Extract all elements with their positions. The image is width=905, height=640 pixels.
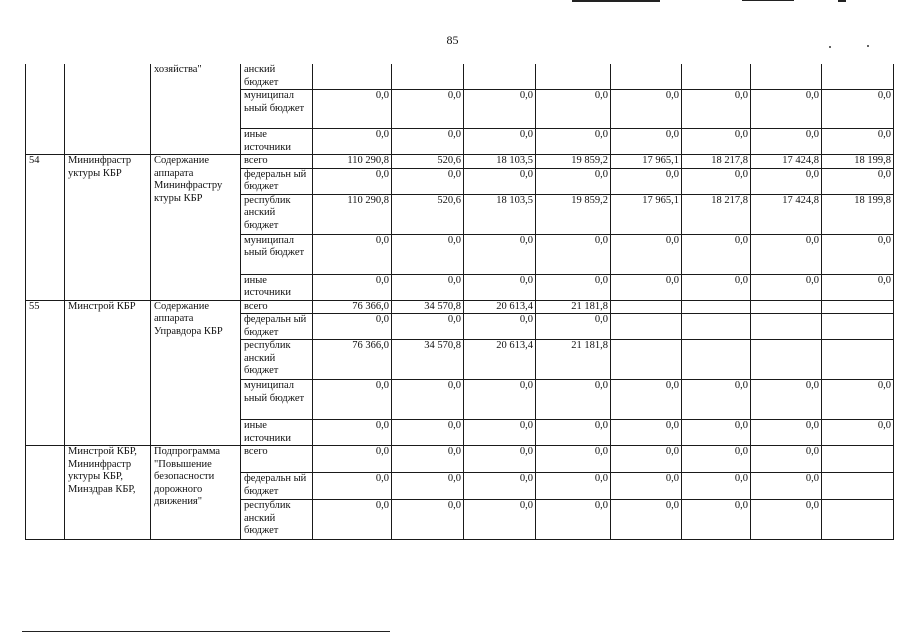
value-cell: 0,0 <box>392 314 464 340</box>
value-cell: 0,0 <box>536 446 611 473</box>
funding-source-cell: федеральн ый бюджет <box>241 473 313 500</box>
value-cell: 0,0 <box>611 473 682 500</box>
value-cell: 21 181,8 <box>536 340 611 380</box>
value-cell: 0,0 <box>822 129 894 155</box>
value-cell: 18 103,5 <box>464 194 536 234</box>
value-cell <box>464 64 536 90</box>
value-cell: 20 613,4 <box>464 300 536 314</box>
value-cell <box>822 446 894 473</box>
value-cell: 0,0 <box>822 274 894 300</box>
value-cell: 0,0 <box>682 420 751 446</box>
value-cell: 0,0 <box>611 168 682 194</box>
value-cell: 0,0 <box>682 473 751 500</box>
value-cell: 0,0 <box>392 446 464 473</box>
scan-dot <box>867 45 869 47</box>
value-cell: 0,0 <box>392 90 464 129</box>
value-cell: 0,0 <box>536 129 611 155</box>
value-cell: 0,0 <box>392 274 464 300</box>
value-cell: 0,0 <box>536 473 611 500</box>
value-cell <box>751 340 822 380</box>
funding-source-cell: федеральн ый бюджет <box>241 168 313 194</box>
value-cell: 0,0 <box>392 168 464 194</box>
value-cell: 0,0 <box>682 234 751 274</box>
value-cell <box>822 64 894 90</box>
value-cell: 110 290,8 <box>313 194 392 234</box>
scan-mark <box>572 0 660 2</box>
funding-source-cell: всего <box>241 300 313 314</box>
funding-source-cell: республик анский бюджет <box>241 340 313 380</box>
table-row <box>26 446 894 473</box>
table-row <box>26 300 894 314</box>
value-cell: 0,0 <box>682 168 751 194</box>
value-cell: 17 965,1 <box>611 194 682 234</box>
value-cell: 0,0 <box>611 420 682 446</box>
value-cell: 0,0 <box>392 420 464 446</box>
value-cell <box>822 300 894 314</box>
value-cell: 520,6 <box>392 194 464 234</box>
program-cell: Содержание аппарата Мининфрастру ктуры КБР <box>151 155 241 301</box>
value-cell: 0,0 <box>313 420 392 446</box>
value-cell: 0,0 <box>464 90 536 129</box>
value-cell: 0,0 <box>464 380 536 420</box>
value-cell: 0,0 <box>536 420 611 446</box>
value-cell: 21 181,8 <box>536 300 611 314</box>
value-cell <box>822 500 894 540</box>
value-cell: 0,0 <box>464 446 536 473</box>
budget-table <box>25 64 894 540</box>
value-cell: 0,0 <box>751 90 822 129</box>
funding-source-cell: иные источники <box>241 420 313 446</box>
funding-source-cell: муниципал ьный бюджет <box>241 380 313 420</box>
value-cell: 0,0 <box>392 129 464 155</box>
scan-dot <box>829 46 831 48</box>
value-cell: 0,0 <box>682 500 751 540</box>
executor-cell: Мининфрастр уктуры КБР <box>65 155 151 301</box>
value-cell: 0,0 <box>822 168 894 194</box>
value-cell: 0,0 <box>751 420 822 446</box>
value-cell: 0,0 <box>313 380 392 420</box>
executor-cell: Минстрой КБР <box>65 300 151 446</box>
value-cell: 0,0 <box>751 473 822 500</box>
scan-mark <box>742 0 794 1</box>
value-cell: 19 859,2 <box>536 194 611 234</box>
value-cell: 0,0 <box>536 380 611 420</box>
value-cell: 20 613,4 <box>464 340 536 380</box>
value-cell: 18 217,8 <box>682 155 751 169</box>
value-cell: 0,0 <box>392 473 464 500</box>
funding-source-cell: республик анский бюджет <box>241 194 313 234</box>
funding-source-cell: всего <box>241 446 313 473</box>
value-cell: 0,0 <box>464 500 536 540</box>
value-cell: 0,0 <box>751 274 822 300</box>
value-cell: 0,0 <box>464 473 536 500</box>
funding-source-cell: анский бюджет <box>241 64 313 90</box>
value-cell <box>392 64 464 90</box>
funding-source-cell: иные источники <box>241 129 313 155</box>
value-cell: 76 366,0 <box>313 340 392 380</box>
value-cell: 0,0 <box>611 446 682 473</box>
value-cell: 0,0 <box>611 234 682 274</box>
value-cell: 0,0 <box>536 234 611 274</box>
value-cell: 0,0 <box>751 446 822 473</box>
program-cell: хозяйства" <box>151 64 241 155</box>
value-cell: 0,0 <box>682 380 751 420</box>
value-cell: 0,0 <box>313 234 392 274</box>
value-cell <box>751 314 822 340</box>
value-cell: 0,0 <box>751 129 822 155</box>
value-cell: 0,0 <box>464 274 536 300</box>
footnote-separator <box>22 631 390 632</box>
value-cell: 0,0 <box>611 90 682 129</box>
value-cell <box>682 300 751 314</box>
value-cell: 0,0 <box>536 314 611 340</box>
value-cell: 0,0 <box>313 473 392 500</box>
value-cell: 0,0 <box>464 314 536 340</box>
executor-cell: Минстрой КБР, Мининфрастр уктуры КБР, Минздрав КБР, <box>65 446 151 540</box>
value-cell: 17 965,1 <box>611 155 682 169</box>
value-cell: 0,0 <box>822 380 894 420</box>
value-cell: 0,0 <box>464 129 536 155</box>
row-number-cell <box>26 446 65 540</box>
value-cell <box>313 64 392 90</box>
value-cell: 0,0 <box>392 380 464 420</box>
program-cell: Подпрограмма "Повышение безопасности дорожного движения" <box>151 446 241 540</box>
value-cell: 17 424,8 <box>751 194 822 234</box>
value-cell <box>611 314 682 340</box>
value-cell: 18 199,8 <box>822 194 894 234</box>
value-cell: 520,6 <box>392 155 464 169</box>
value-cell: 0,0 <box>751 380 822 420</box>
funding-source-cell: иные источники <box>241 274 313 300</box>
value-cell <box>611 340 682 380</box>
value-cell: 0,0 <box>392 234 464 274</box>
value-cell: 0,0 <box>611 274 682 300</box>
value-cell <box>682 340 751 380</box>
value-cell <box>822 340 894 380</box>
value-cell: 0,0 <box>751 500 822 540</box>
value-cell: 0,0 <box>313 314 392 340</box>
value-cell: 18 103,5 <box>464 155 536 169</box>
funding-source-cell: всего <box>241 155 313 169</box>
value-cell <box>751 64 822 90</box>
value-cell: 0,0 <box>751 168 822 194</box>
value-cell: 18 199,8 <box>822 155 894 169</box>
executor-cell <box>65 64 151 155</box>
value-cell <box>682 64 751 90</box>
value-cell: 34 570,8 <box>392 340 464 380</box>
value-cell <box>751 300 822 314</box>
value-cell: 0,0 <box>536 274 611 300</box>
value-cell: 17 424,8 <box>751 155 822 169</box>
value-cell: 0,0 <box>682 90 751 129</box>
value-cell: 110 290,8 <box>313 155 392 169</box>
funding-source-cell: муниципал ьный бюджет <box>241 90 313 129</box>
table-row <box>26 155 894 169</box>
table-row <box>26 64 894 90</box>
page-number: 85 <box>446 33 459 47</box>
scan-mark <box>838 0 846 2</box>
value-cell: 0,0 <box>682 274 751 300</box>
value-cell: 0,0 <box>822 420 894 446</box>
value-cell: 19 859,2 <box>536 155 611 169</box>
program-cell: Содержание аппарата Управдора КБР <box>151 300 241 446</box>
value-cell: 0,0 <box>464 168 536 194</box>
value-cell: 0,0 <box>464 234 536 274</box>
value-cell: 0,0 <box>392 500 464 540</box>
value-cell <box>536 64 611 90</box>
row-number-cell: 55 <box>26 300 65 446</box>
value-cell: 0,0 <box>682 446 751 473</box>
value-cell: 0,0 <box>464 420 536 446</box>
value-cell: 76 366,0 <box>313 300 392 314</box>
value-cell: 0,0 <box>313 90 392 129</box>
value-cell: 0,0 <box>313 129 392 155</box>
funding-source-cell: федеральн ый бюджет <box>241 314 313 340</box>
value-cell: 0,0 <box>313 446 392 473</box>
value-cell <box>822 473 894 500</box>
row-number-cell <box>26 64 65 155</box>
value-cell <box>822 314 894 340</box>
value-cell: 18 217,8 <box>682 194 751 234</box>
value-cell: 0,0 <box>751 234 822 274</box>
value-cell: 0,0 <box>313 274 392 300</box>
value-cell: 0,0 <box>313 500 392 540</box>
value-cell: 0,0 <box>536 500 611 540</box>
value-cell: 0,0 <box>611 380 682 420</box>
value-cell: 0,0 <box>822 90 894 129</box>
row-number-cell: 54 <box>26 155 65 301</box>
value-cell: 0,0 <box>822 234 894 274</box>
value-cell: 0,0 <box>682 129 751 155</box>
value-cell <box>611 64 682 90</box>
value-cell: 0,0 <box>313 168 392 194</box>
value-cell: 34 570,8 <box>392 300 464 314</box>
value-cell: 0,0 <box>611 129 682 155</box>
value-cell: 0,0 <box>611 500 682 540</box>
value-cell <box>682 314 751 340</box>
value-cell: 0,0 <box>536 168 611 194</box>
funding-source-cell: муниципал ьный бюджет <box>241 234 313 274</box>
funding-source-cell: республик анский бюджет <box>241 500 313 540</box>
value-cell <box>611 300 682 314</box>
value-cell: 0,0 <box>536 90 611 129</box>
